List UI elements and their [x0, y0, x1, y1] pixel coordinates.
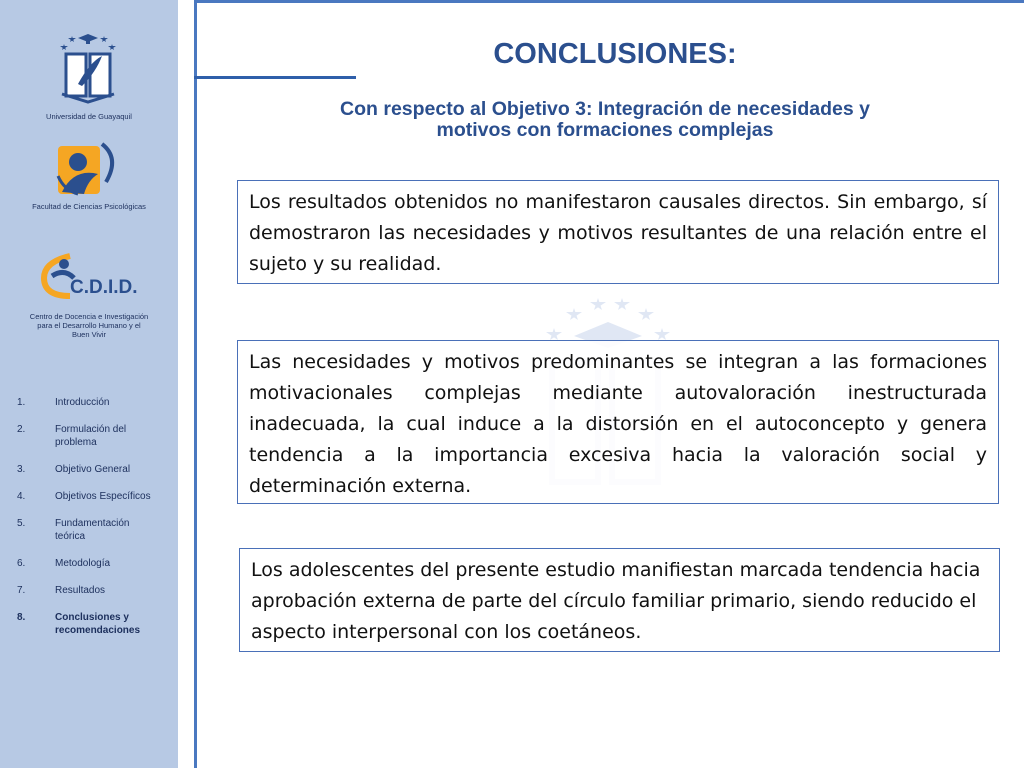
nav-item-objetivos-especificos[interactable]: [0, 490, 178, 503]
subtitle-line-1: Con respecto al Objetivo 3: Integración de necesidades y: [340, 98, 870, 120]
nav-number: 1.: [17, 397, 26, 408]
nav-label: Objetivos Específicos: [55, 491, 151, 502]
nav-item-resultados[interactable]: [0, 584, 178, 597]
nav-number: 6.: [17, 558, 26, 569]
nav-item-formulacion[interactable]: [0, 423, 178, 449]
nav-number: 2.: [17, 424, 26, 435]
university-caption: Universidad de Guayaquil: [46, 112, 132, 121]
nav-number: 3.: [17, 464, 26, 475]
cdid-caption: Centro de Docencia e Investigación para el Desarrollo Humano y el Buen Vivir: [29, 312, 149, 339]
nav-item-introduccion[interactable]: [0, 396, 178, 409]
conclusion-text-2: Las necesidades y motivos predominantes se integran a las formaciones motivacionales complejas mediante autovaloración inestructurada inadecuada, la cual induce a la distorsión en el autoconcepto y genera tendencia a la importancia excesiva hacia la valoración social y determinación externa.: [249, 351, 987, 497]
nav-item-conclusiones[interactable]: [0, 611, 178, 637]
nav-label: Metodología: [55, 558, 111, 569]
conclusion-box-3: [239, 548, 1000, 652]
nav-number: 5.: [17, 518, 26, 529]
page-title: CONCLUSIONES:: [493, 38, 737, 70]
nav-label: Conclusiones y recomendaciones: [55, 612, 141, 636]
nav-list: [0, 396, 178, 651]
nav-item-objetivo-general[interactable]: [0, 463, 178, 476]
accent-line: [194, 76, 356, 79]
conclusion-box-1: [237, 180, 999, 284]
nav-label: Formulación del problema: [55, 424, 127, 448]
divider-vertical: [194, 0, 197, 768]
conclusion-text-3: Los adolescentes del presente estudio manifiestan marcada tendencia hacia aprobación externa de parte del círculo familiar primario, siendo reducido el aspecto interpersonal con los coetáneos.: [251, 559, 981, 643]
nav-label: Introducción: [55, 397, 110, 408]
nav-label: Fundamentación teórica: [55, 518, 130, 542]
university-logo-icon: [56, 32, 120, 104]
cdid-name: C.D.I.D.: [70, 277, 138, 298]
sidebar: [0, 0, 178, 768]
page-subtitle: [230, 99, 980, 141]
nav-item-metodologia[interactable]: [0, 557, 178, 570]
nav-number: 7.: [17, 585, 26, 596]
sidebar-gap: [178, 0, 194, 768]
faculty-logo-icon: [54, 140, 124, 198]
conclusion-text-1: Los resultados obtenidos no manifestaron causales directos. Sin embargo, sí demostraron las necesidades y motivos resultantes de una relación entre el sujeto y su realidad.: [249, 191, 987, 275]
nav-label: Resultados: [55, 585, 106, 596]
conclusion-box-2: [237, 340, 999, 504]
nav-number: 4.: [17, 491, 26, 502]
nav-label: Objetivo General: [55, 464, 131, 475]
faculty-caption: Facultad de Ciencias Psicológicas: [32, 202, 146, 211]
nav-item-fundamentacion[interactable]: [0, 517, 178, 543]
nav-number: 8.: [17, 612, 26, 623]
subtitle-line-2: motivos con formaciones complejas: [436, 119, 774, 141]
divider-top: [197, 0, 1024, 3]
